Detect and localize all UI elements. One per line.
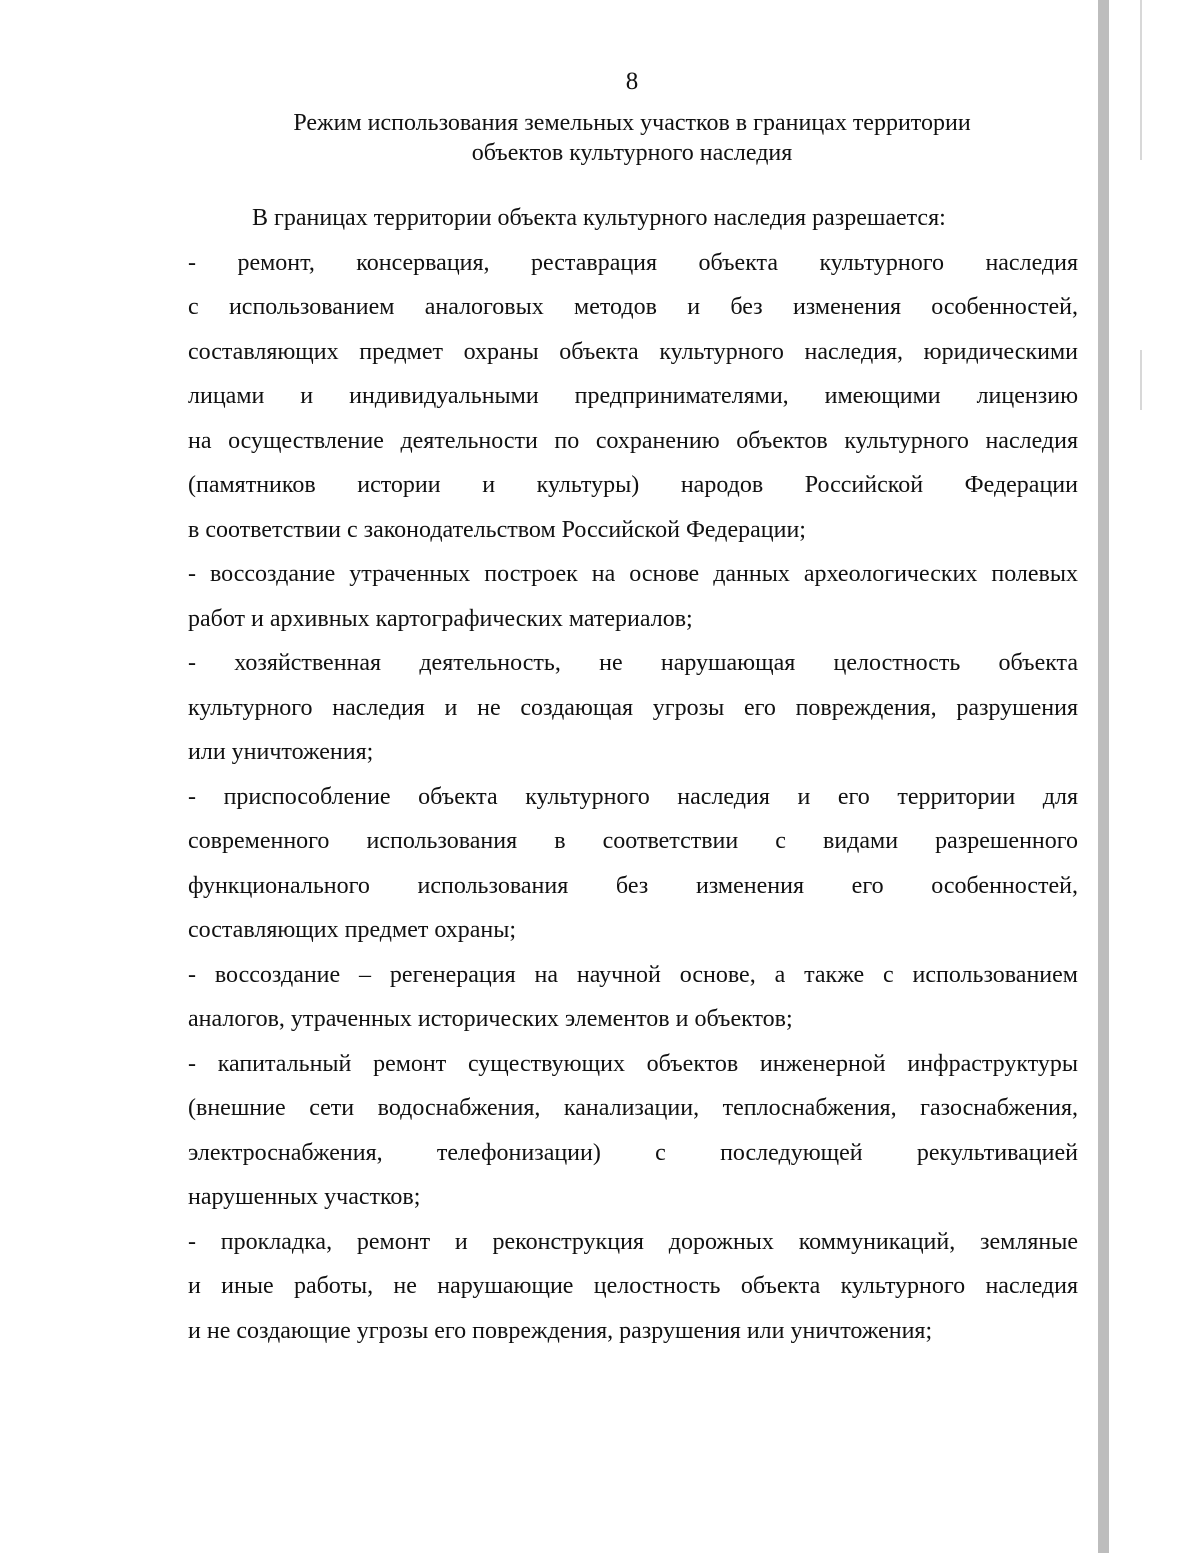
list-item-line: и иные работы, не нарушающие целостность объекта культурного наследия (188, 1273, 1078, 1299)
list-item (188, 641, 1078, 775)
scan-edge-shadow (1098, 0, 1109, 1553)
list-item-line: - ремонт, консервация, реставрация объекта культурного наследия (188, 249, 1078, 276)
list-item (188, 953, 1078, 1042)
permitted-activities-list (188, 241, 1078, 1354)
list-item-line: составляющих предмет охраны; (188, 917, 517, 943)
list-item-line: - хозяйственная деятельность, не нарушающая целостность объекта (188, 650, 1078, 676)
list-item-line: электроснабжения, телефонизации) с последующей рекультивацией (188, 1139, 1078, 1166)
list-item-line: с использованием аналоговых методов и без изменения особенностей, (188, 294, 1078, 320)
list-item-line: - воссоздание – регенерация на научной основе, а также с использованием (188, 961, 1078, 988)
intro-paragraph: В границах территории объекта культурного наследия разрешается: (252, 205, 946, 231)
list-item-line: в соответствии с законодательством Российской Федерации; (188, 516, 806, 543)
list-item-line: работ и архивных картографических материалов; (188, 605, 693, 632)
section-heading (0, 108, 1200, 168)
list-item-line: (памятников истории и культуры) народов Российской Федерации (188, 472, 1078, 498)
list-item-line: - приспособление объекта культурного наследия и его территории для (188, 783, 1078, 810)
list-item-line: нарушенных участков; (188, 1184, 421, 1210)
list-item-line: (внешние сети водоснабжения, канализации, теплоснабжения, газоснабжения, (188, 1095, 1078, 1121)
page-number: 8 (625, 68, 639, 95)
list-item (188, 1042, 1078, 1220)
list-item-line: функционального использования без изменения его особенностей, (188, 872, 1078, 899)
list-item-line: аналогов, утраченных исторических элементов и объектов; (188, 1006, 793, 1032)
list-item-line: - капитальный ремонт существующих объектов инженерной инфраструктуры (188, 1050, 1078, 1077)
list-item-line: или уничтожения; (188, 739, 374, 765)
list-item (188, 552, 1078, 641)
list-item-line: культурного наследия и не создающая угрозы его повреждения, разрушения (188, 694, 1078, 721)
list-item-line: на осуществление деятельности по сохранению объектов культурного наследия (188, 427, 1078, 454)
list-item (188, 775, 1078, 953)
list-item-line: и не создающие угрозы его повреждения, разрушения или уничтожения; (188, 1317, 933, 1344)
list-item-line: - прокладка, ремонт и реконструкция дорожных коммуникаций, земляные (188, 1228, 1078, 1255)
scan-edge-mark (1140, 350, 1142, 410)
section-heading-line-2: объектов культурного наследия (471, 140, 793, 166)
section-heading-line-1: Режим использования земельных участков в границах территории (293, 110, 971, 136)
list-item-line: лицами и индивидуальными предпринимателями, имеющими лицензию (188, 383, 1078, 409)
list-item (188, 1220, 1078, 1354)
list-item-line: составляющих предмет охраны объекта культурного наследия, юридическими (188, 338, 1078, 365)
list-item-line: современного использования в соответствии с видами разрешенного (188, 828, 1078, 854)
list-item (188, 241, 1078, 553)
list-item-line: - воссоздание утраченных построек на основе данных археологических полевых (188, 561, 1078, 587)
scan-edge-mark (1140, 0, 1142, 160)
document-body (188, 196, 1078, 1353)
